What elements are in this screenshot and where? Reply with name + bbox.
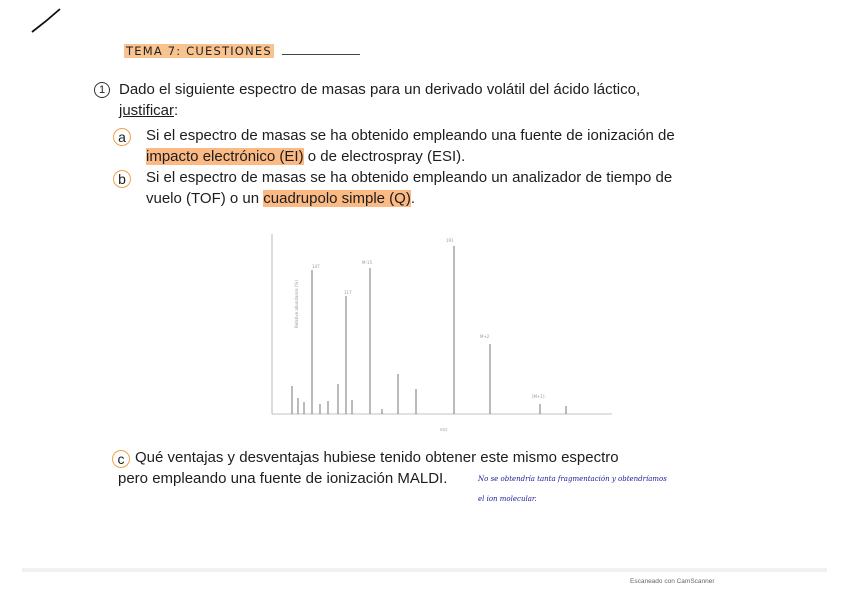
mass-spectrum-figure [240, 226, 620, 436]
scanner-watermark: Escaneado con CamScanner [630, 578, 715, 585]
scan-edge [22, 568, 827, 572]
peak-label-m2: M+2 [480, 334, 490, 339]
question-1-text: Dado el siguiente espectro de masas para un derivado volátil del ácido láctico, justificar: [119, 81, 641, 119]
peak-label-117: 117 [344, 290, 352, 295]
peak-label-m1: [M+1]⁻ [532, 394, 547, 399]
sub-question-a-marker: a [113, 127, 131, 148]
sub-question-b-marker: b [113, 169, 131, 190]
section-heading: TEMA 7: CUESTIONES [126, 44, 272, 58]
peak-label-191: 191 [446, 238, 454, 243]
sub-question-c-text: Qué ventajas y desventajas hubiese tenido obtener este mismo espectro [135, 449, 619, 466]
peak-label-m15: M-15 [362, 260, 372, 265]
sub-question-c-text-line2: pero empleando una fuente de ionización MALDI. [118, 470, 448, 487]
sub-question-a-text: Si el espectro de masas se ha obtenido empleando una fuente de ionización de impacto electrónico (EI) o de electrospray (ESI). [146, 127, 675, 165]
handwritten-answer-line2: el ion molecular. [478, 495, 537, 503]
spectrum-xlabel: m/z [440, 427, 448, 432]
sub-question-b-text: Si el espectro de masas se ha obtenido empleando un analizador de tiempo de vuelo (TOF) o un cuadrupolo simple (Q). [146, 169, 673, 207]
peak-label-147: 147 [312, 264, 320, 269]
spectrum-ylabel: Relative abundance (%) [294, 280, 299, 328]
question-number-1: 1 [94, 80, 110, 98]
handwritten-answer-line1: No se obtendría tanta fragmentación y obtendríamos [478, 475, 667, 483]
heading-underline [282, 54, 360, 55]
pen-stroke-mark [28, 6, 64, 36]
sub-question-c-marker: c [112, 449, 130, 470]
